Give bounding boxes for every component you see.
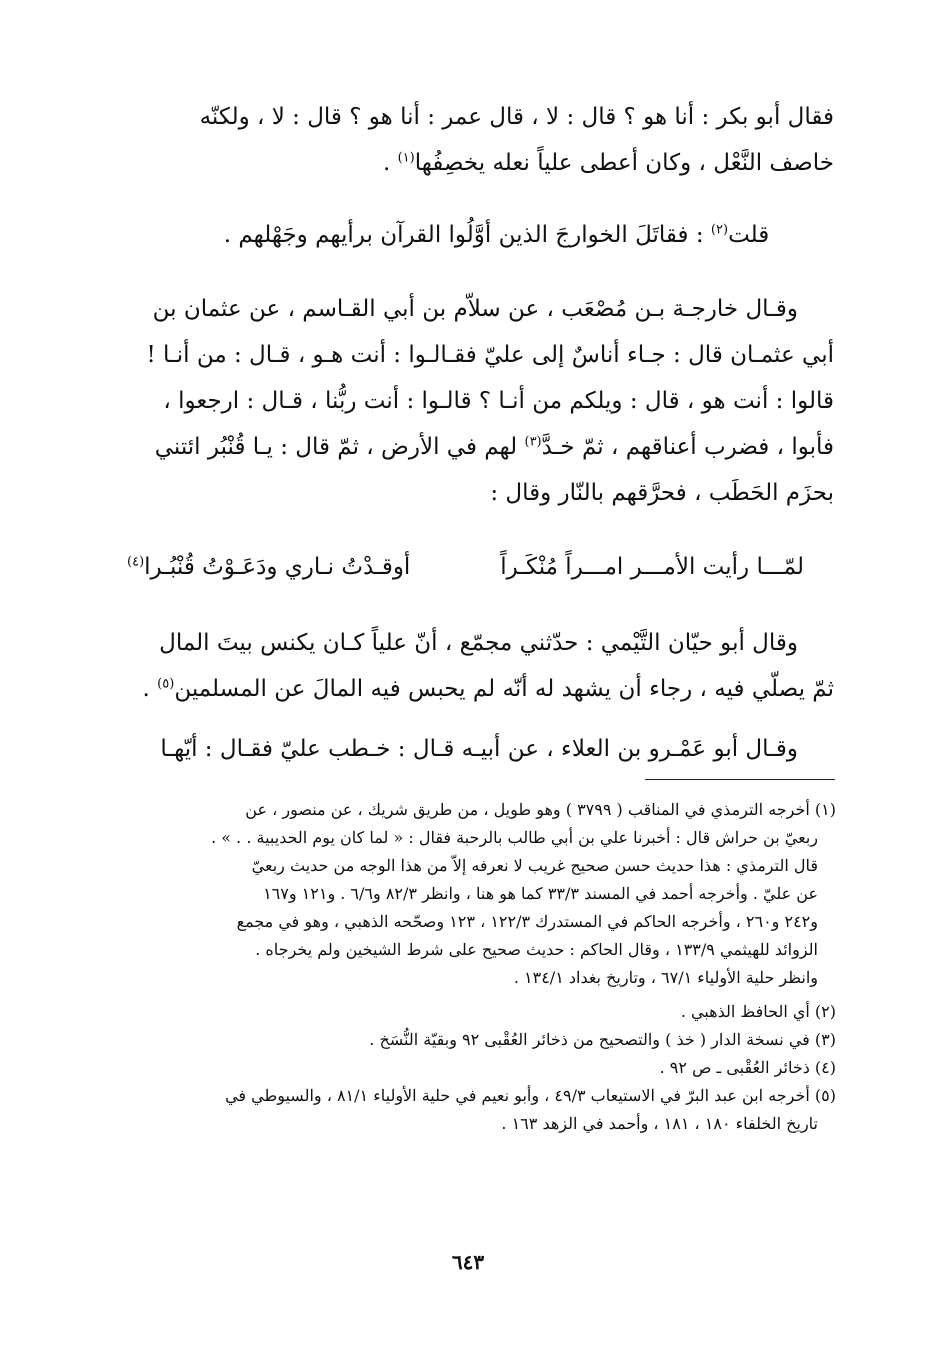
footnote-1-line-5: و٢٤٢ و٢٦٠ ، وأخرجه الحاكم في المستدرك ١٢٢/٣ ، ١٢٣ وصحّحه الذهبي ، وهو في مجمع [236, 912, 818, 931]
paragraph-5-line-1: وقـال أبو عَمْـرو بن العلاء ، عن أبيـه قـال : خـطب عليّ فقـال : أيّهـا [160, 736, 798, 762]
paragraph-5 [99, 726, 834, 772]
poetry-verse [99, 544, 834, 590]
page-number: ٦٤٣ [451, 1250, 485, 1274]
paragraph-4-tail: . [142, 676, 158, 702]
paragraph-3-line-2: أبي عثمـان قال : جـاء أناسٌ إلى عليّ فقـالـوا : أنت هـو ، قـال : من أنـا ! [146, 342, 834, 368]
footnote-ref-3: (٣) [524, 434, 542, 450]
paragraph-1-line-1: فقال أبو بكر : أنا هو ؟ قال : لا ، قال عمر : أنا هو ؟ قال : لا ، ولكنّه [199, 104, 834, 130]
paragraph-3 [99, 286, 834, 516]
paragraph-1-tail: . [382, 150, 398, 176]
footnote-1-line-3: قال الترمذي : هذا حديث حسن صحيح غريب لا نعرفه إلاّ من هذا الوجه من حديث ربعيّ [251, 856, 818, 875]
footnote-ref-5: (٥) [157, 676, 175, 692]
paragraph-3-line-4a: فأبوا ، فضرب أعناقهم ، ثمّ خـدَّ [541, 434, 834, 460]
paragraph-3-line-5: بحزَم الحَطَب ، فحرَّقهم بالنّار وقال : [490, 480, 834, 506]
paragraph-4-line-2-text: ثمّ يصلّي فيه ، رجاء أن يشهد له أنّه لم يحبس فيه المالَ عن المسلمين [174, 676, 834, 702]
footnote-5-line-2: تاريخ الخلفاء ١٨٠ ، ١٨١ ، وأحمد في الزهد ١٦٣ . [501, 1114, 818, 1133]
paragraph-1-line-2-text: خاصف النَّعْل ، وكان أعطى علياً نعله يخصِفُها [414, 150, 834, 176]
footnote-1 [136, 796, 836, 992]
paragraph-1-line-2 [99, 140, 834, 186]
paragraph-1 [99, 94, 834, 186]
main-text [99, 90, 834, 772]
paragraph-3-line-3: قالوا : أنت هو ، قال : ويلكم من أنـا ؟ قالـوا : أنت ربُّنا ، قـال : ارجعوا ، [163, 388, 834, 414]
footnote-1-line-7: وانظر حلية الأولياء ٦٧/١ ، وتاريخ بغداد ١٣٤/١ . [513, 968, 818, 987]
verse-second-hemistich: أوقـدْتُ نـاري ودَعَـوْتُ قُنْبُـرا [144, 554, 411, 580]
footnote-1-line-4: عن عليّ . وأخرجه أحمد في المسند ٣٣/٣ كما هو هنا ، وانظر ٨٢/٣ و٦/٦ . و١٢١ و١٦٧ [263, 884, 818, 903]
footnote-ref-4: (٤) [127, 554, 145, 570]
paragraph-3-line-4 [99, 424, 834, 470]
footnotes [136, 796, 836, 1138]
paragraph-4 [99, 620, 834, 712]
footnote-1-line-1: (١) أخرجه الترمذي في المناقب ( ٣٧٩٩ ) وهو طويل ، من طريق شريك ، عن منصور ، عن [245, 800, 836, 819]
footnote-5 [136, 1082, 836, 1138]
paragraph-2 [99, 212, 834, 258]
footnote-separator [645, 779, 835, 780]
footnote-4: (٤) ذخائر العُقْبى ـ ص ٩٢ . [659, 1058, 836, 1077]
footnote-2: (٢) أي الحافظ الذهبي . [680, 1002, 836, 1021]
footnote-ref-1: (١) [397, 150, 415, 166]
paragraph-4-line-2 [99, 666, 834, 712]
verse-second-hemistich-wrap [127, 544, 410, 590]
footnote-1-line-6: الزوائد للهيثمي ١٣٣/٩ ، وقال الحاكم : حديث صحيح على شرط الشيخين ولم يخرجاه . [255, 940, 818, 959]
footnote-3: (٣) في نسخة الدار ( خذ ) والتصحيح من ذخائر العُقْبى ٩٢ وبقيّة النُّسَخ . [369, 1030, 836, 1049]
paragraph-3-line-1: وقـال خارجـة بـن مُصْعَب ، عن سلاّم بن أبي القـاسم ، عن عثمان بن [152, 296, 798, 322]
verse-first-hemistich: لمّـــا رأيت الأمـــر امـــراً مُنْكَـراً [500, 554, 804, 580]
footnote-ref-2: (٢) [710, 222, 729, 238]
paragraph-2-text: : فقاتَلَ الخوارجَ الذين أوَّلُوا القرآن برأيهم وجَهْلهم . [223, 222, 711, 248]
footnote-1-line-2: ربعيّ بن حراش قال : أخبرنا علي بن أبي طالب بالرحبة فقال : « لما كان يوم الحديبية . . » . [211, 828, 818, 847]
footnote-5-line-1: (٥) أخرجه ابن عبد البرّ في الاستيعاب ٤٩/٣ ، وأبو نعيم في حلية الأولياء ٨١/١ ، والسيوطي في [225, 1086, 836, 1105]
paragraph-2-lead: قلت [728, 222, 770, 248]
paragraph-3-line-4b: لهم في الأرض ، ثمّ قال : يـا قُنْبُر ائتني [154, 434, 525, 460]
paragraph-4-line-1: وقال أبو حيّان التَّيْمي : حدّثني مجمّع ، أنّ علياً كـان يكنس بيتَ المال [159, 630, 798, 656]
